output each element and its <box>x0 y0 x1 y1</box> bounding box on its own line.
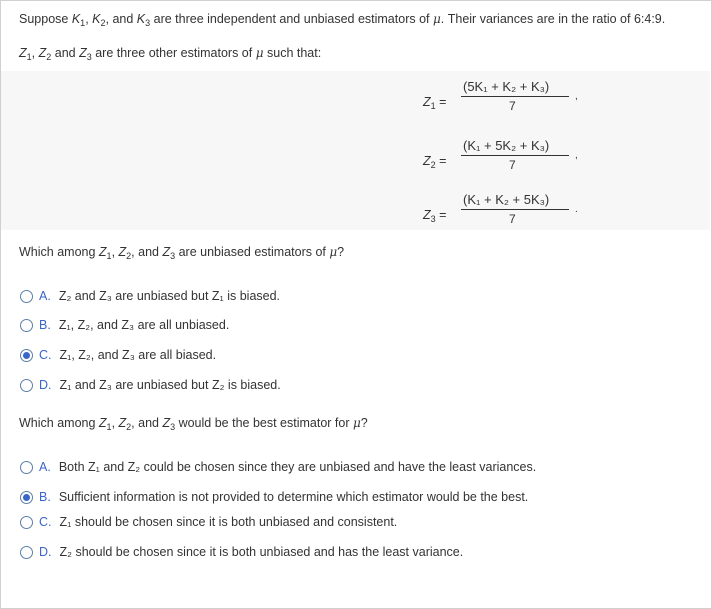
q2-option-d[interactable] <box>20 545 463 559</box>
equation-lhs: $Z_3$ = <box>423 208 447 224</box>
option-letter: D. <box>39 545 52 559</box>
radio-button[interactable] <box>20 516 33 529</box>
equation-z1 <box>423 79 593 129</box>
option-letter: D. <box>39 378 52 392</box>
fraction-bar <box>461 96 569 97</box>
sep: , <box>85 12 93 26</box>
intro-text: are three other estimators of <box>91 46 256 60</box>
sub: 1 <box>80 18 86 28</box>
equation-panel <box>1 71 710 230</box>
equation-numerator: (K₁ + K₂ + 5K₃) <box>463 192 550 207</box>
intro-line-2: $Z_1$, $Z_2$ and $Z_3$ are three other estimators of μ such that: <box>19 46 322 62</box>
intro-text: Suppose <box>19 12 72 26</box>
radio-button[interactable] <box>20 379 33 392</box>
var-k: K <box>92 12 101 26</box>
sub: 1 <box>26 52 32 62</box>
mu-symbol: μ <box>255 46 264 60</box>
radio-button[interactable] <box>20 319 33 332</box>
q2-option-c[interactable] <box>20 515 397 529</box>
radio-button[interactable] <box>20 546 33 559</box>
option-text: Z₂ and Z₃ are unbiased but Z₁ is biased. <box>58 289 281 303</box>
var-k: K <box>136 12 146 26</box>
option-text: Both Z₁ and Z₂ could be chosen since they are unbiased and have the least variances. <box>58 460 537 474</box>
var-z: Z <box>38 46 47 60</box>
equation-denominator: 7 <box>509 158 516 172</box>
q1-option-c[interactable] <box>20 348 216 362</box>
sub: 3 <box>86 52 92 62</box>
fraction-bar <box>461 209 569 210</box>
equation-punct: , <box>575 91 578 102</box>
q2-option-a[interactable] <box>20 460 536 474</box>
equation-punct: , <box>575 150 578 161</box>
equation-punct: . <box>575 204 578 215</box>
equation-lhs: $Z_2$ = <box>423 154 447 170</box>
q1-option-d[interactable] <box>20 378 281 392</box>
intro-line-1 <box>19 12 665 26</box>
equation-lhs: $Z_1$ = <box>423 95 447 111</box>
option-text: Z₂ should be chosen since it is both unbiased and has the least variance. <box>59 545 464 559</box>
option-letter: A. <box>39 460 51 474</box>
q1-option-a[interactable] <box>20 289 280 303</box>
intro-text: such that: <box>263 46 322 60</box>
equation-denominator: 7 <box>509 99 516 113</box>
sub: 2 <box>46 52 52 62</box>
option-text: Z₁ should be chosen since it is both unbiased and consistent. <box>59 515 398 529</box>
equation-z2 <box>423 138 593 188</box>
option-letter: A. <box>39 289 51 303</box>
radio-button[interactable] <box>20 290 33 303</box>
radio-button-selected[interactable] <box>20 491 33 504</box>
mu-symbol: μ <box>329 245 338 259</box>
radio-button[interactable] <box>20 461 33 474</box>
q2-option-b[interactable] <box>20 490 528 504</box>
mu-symbol: μ <box>352 416 361 430</box>
equation-numerator: (5K₁ + K₂ + K₃) <box>463 79 550 94</box>
option-text: Sufficient information is not provided to determine which estimator would be the best. <box>58 490 529 504</box>
var-z: Z <box>19 46 27 60</box>
option-text: Z₁, Z₂, and Z₃ are all biased. <box>59 348 217 362</box>
var-z: Z <box>79 46 87 60</box>
intro-text: are three independent and unbiased estimators of <box>150 12 433 26</box>
equation-z3 <box>423 192 593 242</box>
option-letter: C. <box>39 348 52 362</box>
option-letter: C. <box>39 515 52 529</box>
option-text: Z₁, Z₂, and Z₃ are all unbiased. <box>58 318 230 332</box>
sub: 3 <box>145 18 151 28</box>
sub: 2 <box>100 18 106 28</box>
equation-numerator: (K₁ + 5K₂ + K₃) <box>463 138 550 153</box>
fraction-bar <box>461 155 569 156</box>
equation-denominator: 7 <box>509 212 516 226</box>
sep: , and <box>105 12 137 26</box>
var-k: K <box>71 12 81 26</box>
option-text: Z₁ and Z₃ are unbiased but Z₂ is biased. <box>59 378 281 392</box>
question-1-prompt: Which among $Z_1$, $Z_2$, and $Z_3$ are unbiased estimators of μ? <box>19 245 345 261</box>
radio-button-selected[interactable] <box>20 349 33 362</box>
option-letter: B. <box>39 318 51 332</box>
question-2-prompt: Which among $Z_1$, $Z_2$, and $Z_3$ would be the best estimator for μ? <box>19 416 368 432</box>
q1-option-b[interactable] <box>20 318 229 332</box>
intro-text: . Their variances are in the ratio of 6:4:9. <box>440 12 666 26</box>
mu-symbol: μ <box>432 12 441 26</box>
sep: , <box>31 46 39 60</box>
option-letter: B. <box>39 490 51 504</box>
